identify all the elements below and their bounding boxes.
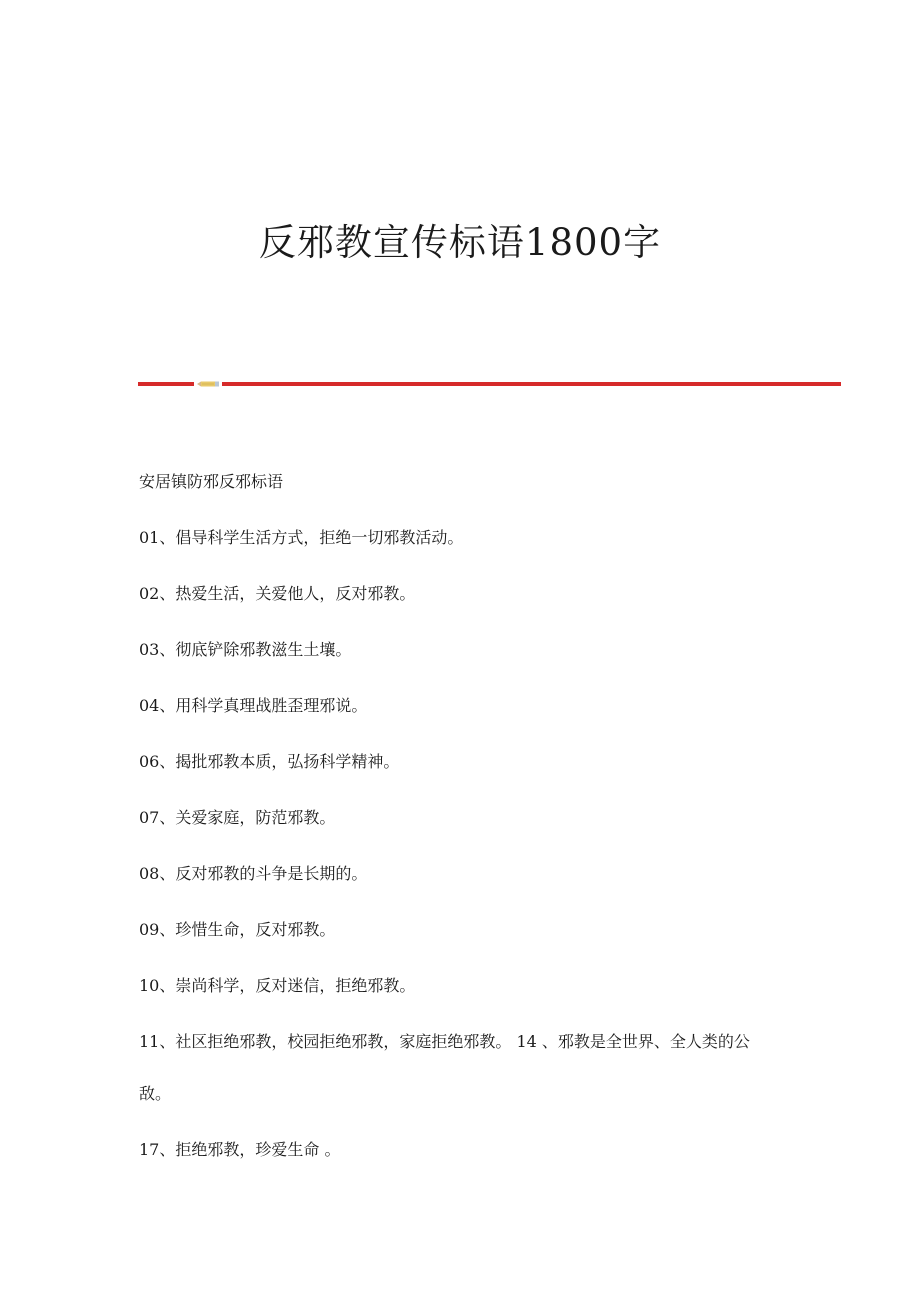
slogan-item: 06、揭批邪教本质，弘扬科学精神。	[139, 752, 400, 771]
slogan-item: 17、拒绝邪教，珍爱生命 。	[139, 1140, 341, 1159]
slogan-item: 10、崇尚科学，反对迷信，拒绝邪教。	[139, 976, 416, 995]
section-heading: 安居镇防邪反邪标语	[139, 472, 284, 491]
divider-right-segment	[222, 382, 841, 386]
slogan-item: 02、热爱生活，关爱他人，反对邪教。	[139, 584, 416, 603]
slogan-item: 03、彻底铲除邪教滋生土壤。	[139, 640, 352, 659]
slogan-item: 08、反对邪教的斗争是长期的。	[139, 864, 368, 883]
divider-left-segment	[138, 382, 194, 386]
slogan-item: 09、珍惜生命，反对邪教。	[139, 920, 336, 939]
title-divider	[138, 381, 841, 387]
slogan-item: 01、倡导科学生活方式，拒绝一切邪教活动。	[139, 528, 464, 547]
document-body	[139, 470, 779, 1194]
slogan-item: 11、社区拒绝邪教，校园拒绝邪教，家庭拒绝邪教。 14 、邪教是全世界、全人类的公敌。	[139, 1032, 750, 1103]
pencil-icon	[197, 381, 219, 387]
slogan-item: 07、关爱家庭，防范邪教。	[139, 808, 336, 827]
document-title: 反邪教宣传标语1800字	[258, 221, 662, 264]
slogan-item: 04、用科学真理战胜歪理邪说。	[139, 696, 368, 715]
